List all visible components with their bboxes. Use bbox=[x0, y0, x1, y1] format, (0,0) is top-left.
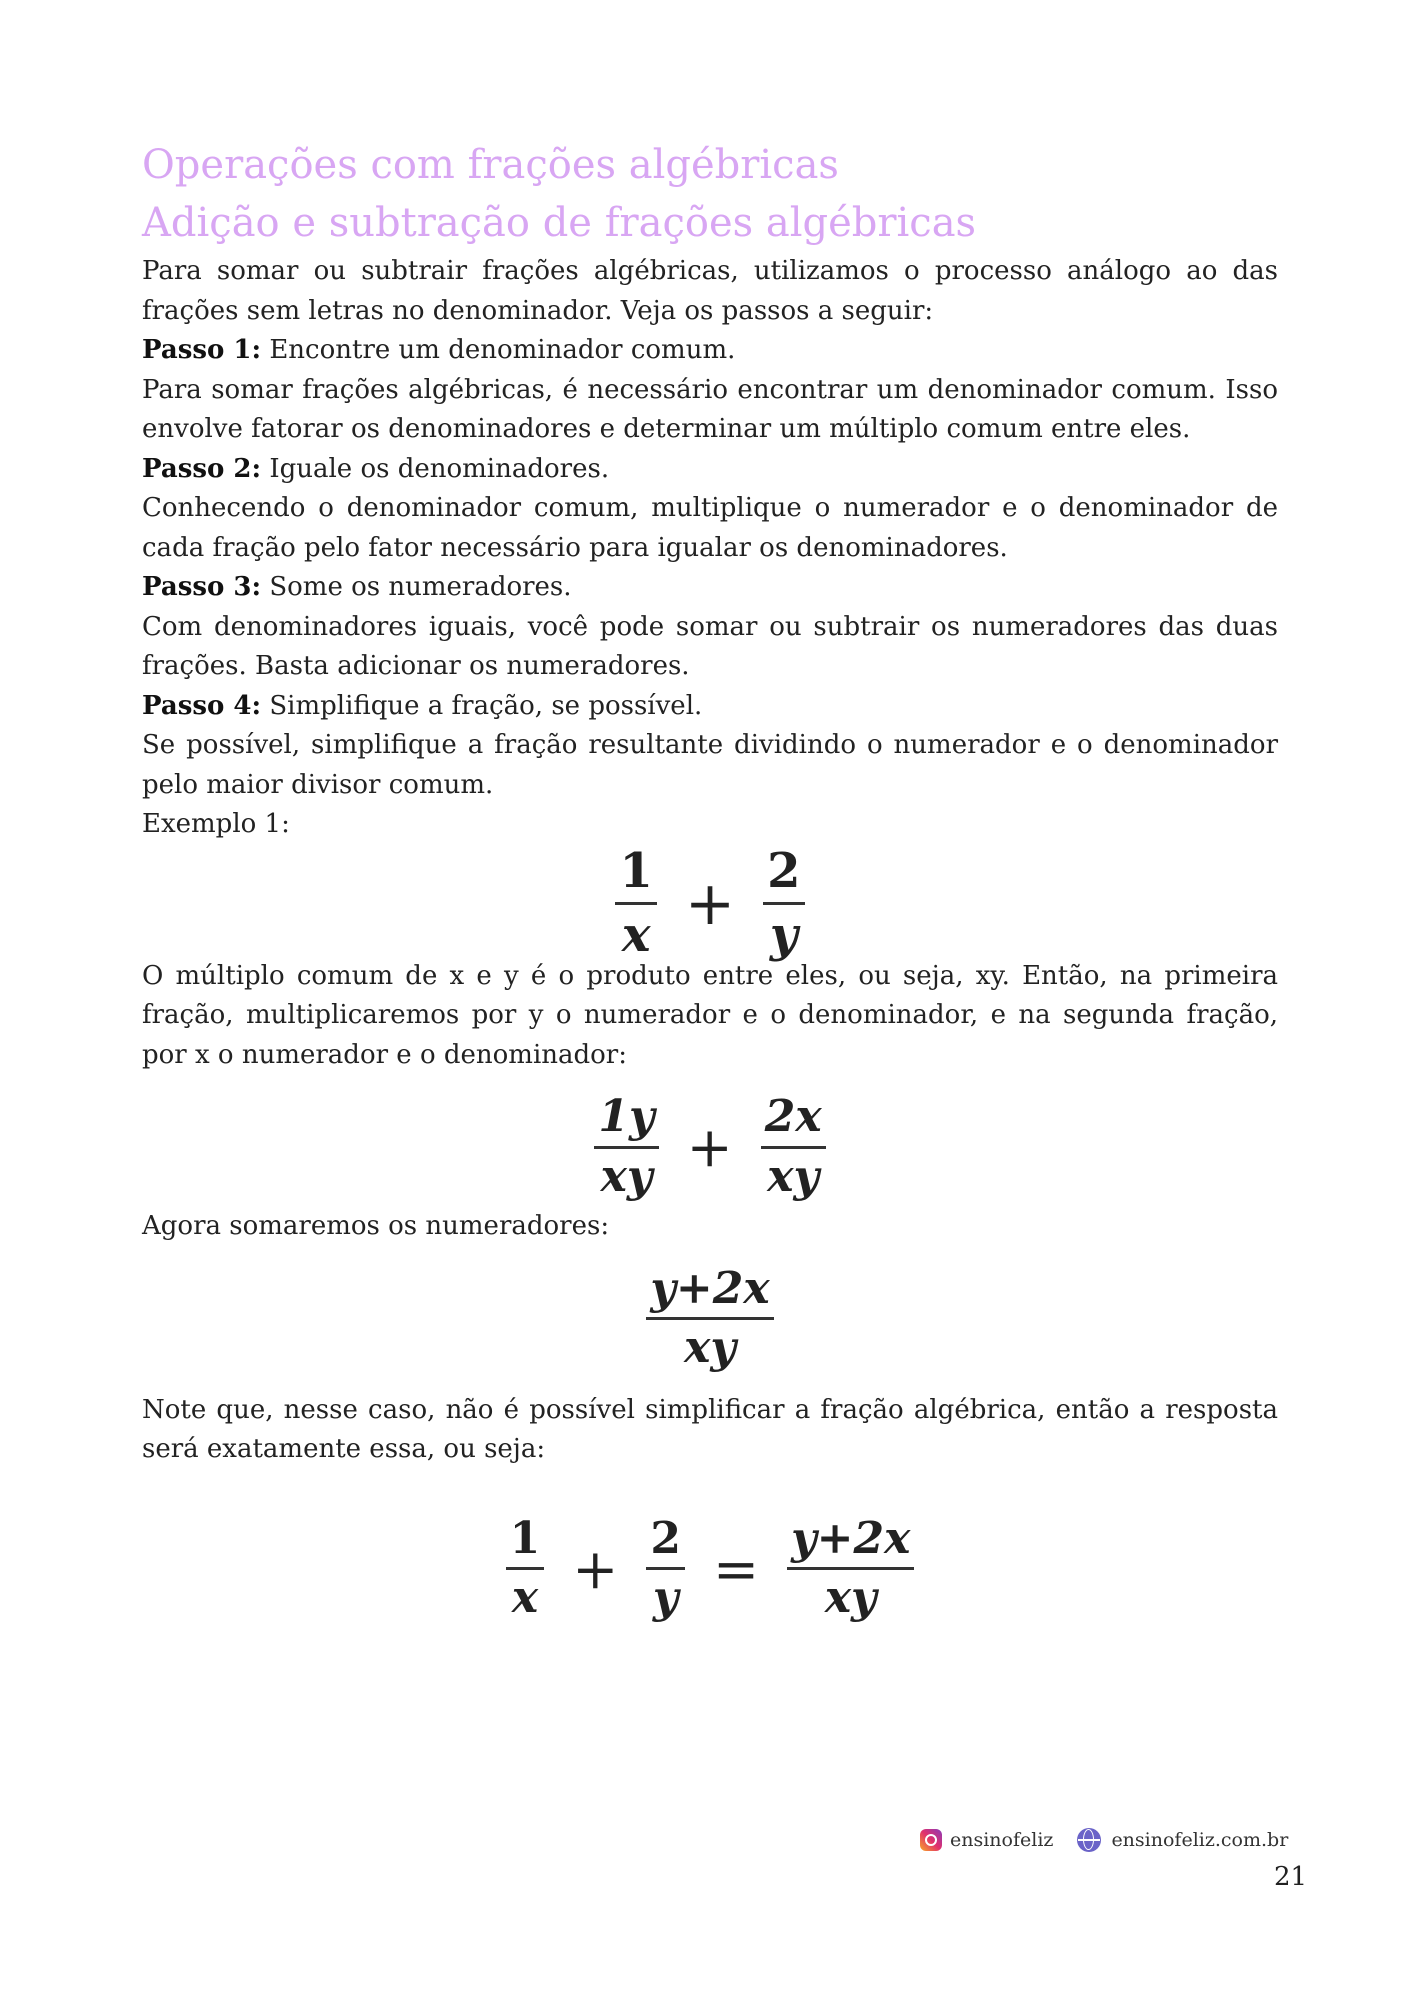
intro-paragraph: Para somar ou subtrair frações algébricas, utilizamos o processo análogo ao das frações sem letras no denominador. Veja os passos a seguir: bbox=[142, 256, 1278, 326]
fraction-denominator: xy bbox=[600, 1150, 653, 1202]
plus-sign: + bbox=[684, 868, 736, 939]
fraction-numerator: 2x bbox=[764, 1091, 822, 1143]
fraction-denominator: x bbox=[621, 907, 651, 963]
step-3-label: Passo 3: bbox=[142, 572, 262, 602]
fraction-y-plus-2x-over-xy bbox=[646, 1262, 773, 1373]
equation-3 bbox=[142, 1259, 1278, 1379]
step-4-label: Passo 4: bbox=[142, 690, 262, 721]
step-1-label: Passo 1: bbox=[142, 335, 262, 365]
fraction-bar bbox=[787, 1567, 914, 1570]
fraction-denominator: x bbox=[511, 1572, 539, 1623]
fraction-bar bbox=[506, 1567, 545, 1570]
plus-sign: + bbox=[572, 1536, 619, 1601]
step-3-title: Some os numeradores. bbox=[261, 572, 572, 602]
fraction-denominator: xy bbox=[767, 1150, 820, 1202]
fraction-1-over-x bbox=[615, 845, 656, 962]
fraction-1y-over-xy bbox=[594, 1093, 658, 1201]
fraction-bar bbox=[761, 1146, 826, 1149]
fraction-numerator: 1 bbox=[619, 843, 653, 900]
step-3-text: Com denominadores iguais, você pode somar ou subtrair os numeradores das duas frações. Basta adicionar os numeradores. bbox=[142, 611, 1278, 681]
equation-4 bbox=[142, 1514, 1278, 1624]
fraction-1-over-x bbox=[506, 1512, 545, 1623]
fraction-y-plus-2x-over-xy bbox=[787, 1512, 914, 1623]
title-operations: Operações com frações algébricas bbox=[142, 142, 839, 188]
equation-2 bbox=[142, 1087, 1278, 1207]
step-2-text: Conhecendo o denominador comum, multiplique o numerador e o denominador de cada fração pelo fator necessário para igualar os denominadores. bbox=[142, 493, 1278, 563]
fraction-2-over-y bbox=[646, 1512, 685, 1623]
fraction-denominator: xy bbox=[824, 1572, 877, 1623]
fraction-2-over-y bbox=[763, 845, 804, 962]
fraction-numerator: 2 bbox=[650, 1512, 681, 1564]
step-4-title: Simplifique a fração, se possível. bbox=[261, 690, 703, 721]
fraction-2x-over-xy bbox=[761, 1093, 826, 1201]
plus-sign: + bbox=[686, 1115, 733, 1179]
fraction-numerator: 1 bbox=[509, 1512, 541, 1564]
step-1-heading bbox=[142, 331, 1278, 371]
globe-icon bbox=[1077, 1828, 1101, 1852]
fraction-denominator: y bbox=[652, 1572, 679, 1623]
fraction-numerator: y+2x bbox=[650, 1262, 770, 1314]
instagram-handle[interactable]: ensinofeliz bbox=[950, 1829, 1054, 1851]
step-2-heading bbox=[142, 450, 1278, 490]
title-addition-subtraction: Adição e subtração de frações algébricas bbox=[142, 200, 977, 246]
equals-sign: = bbox=[712, 1536, 760, 1601]
equation-1 bbox=[142, 843, 1278, 963]
fraction-numerator: 1y bbox=[598, 1091, 655, 1143]
note-paragraph: Note que, nesse caso, não é possível simplificar a fração algébrica, então a resposta será exatamente essa, ou seja: bbox=[142, 1394, 1278, 1464]
footer bbox=[920, 1828, 1288, 1852]
multiple-paragraph: O múltiplo comum de x e y é o produto entre eles, ou seja, xy. Então, na primeira fração, multiplicaremos por y o numerador e o denominador, e na segunda fração, por x o numerador e o denominador: bbox=[142, 960, 1278, 1070]
fraction-denominator: xy bbox=[684, 1322, 736, 1373]
step-3-heading bbox=[142, 568, 1278, 608]
fraction-bar bbox=[646, 1567, 685, 1570]
fraction-numerator: 2 bbox=[767, 843, 801, 900]
example-label: Exemplo 1: bbox=[142, 809, 290, 839]
step-2-title: Iguale os denominadores. bbox=[261, 453, 610, 484]
fraction-bar bbox=[594, 1146, 658, 1149]
content bbox=[142, 136, 1278, 1624]
fraction-bar bbox=[763, 902, 804, 905]
step-1-title: Encontre um denominador comum. bbox=[261, 335, 736, 365]
sum-paragraph: Agora somaremos os numeradores: bbox=[142, 1211, 610, 1241]
fraction-numerator: y+2x bbox=[791, 1512, 911, 1564]
instagram-icon bbox=[920, 1829, 942, 1851]
step-4-heading bbox=[142, 687, 1278, 727]
fraction-denominator: y bbox=[769, 907, 798, 963]
step-2-label: Passo 2: bbox=[142, 453, 262, 484]
fraction-bar bbox=[615, 902, 656, 905]
step-1-text: Para somar frações algébricas, é necessário encontrar um denominador comum. Isso envolve fatorar os denominadores e determinar um múltiplo comum entre eles. bbox=[142, 374, 1278, 444]
fraction-bar bbox=[646, 1317, 773, 1320]
website-link[interactable]: ensinofeliz.com.br bbox=[1111, 1829, 1289, 1851]
page-number: 21 bbox=[1274, 1862, 1308, 1892]
step-4-text: Se possível, simplifique a fração resultante dividindo o numerador e o denominador pelo maior divisor comum. bbox=[142, 730, 1278, 800]
